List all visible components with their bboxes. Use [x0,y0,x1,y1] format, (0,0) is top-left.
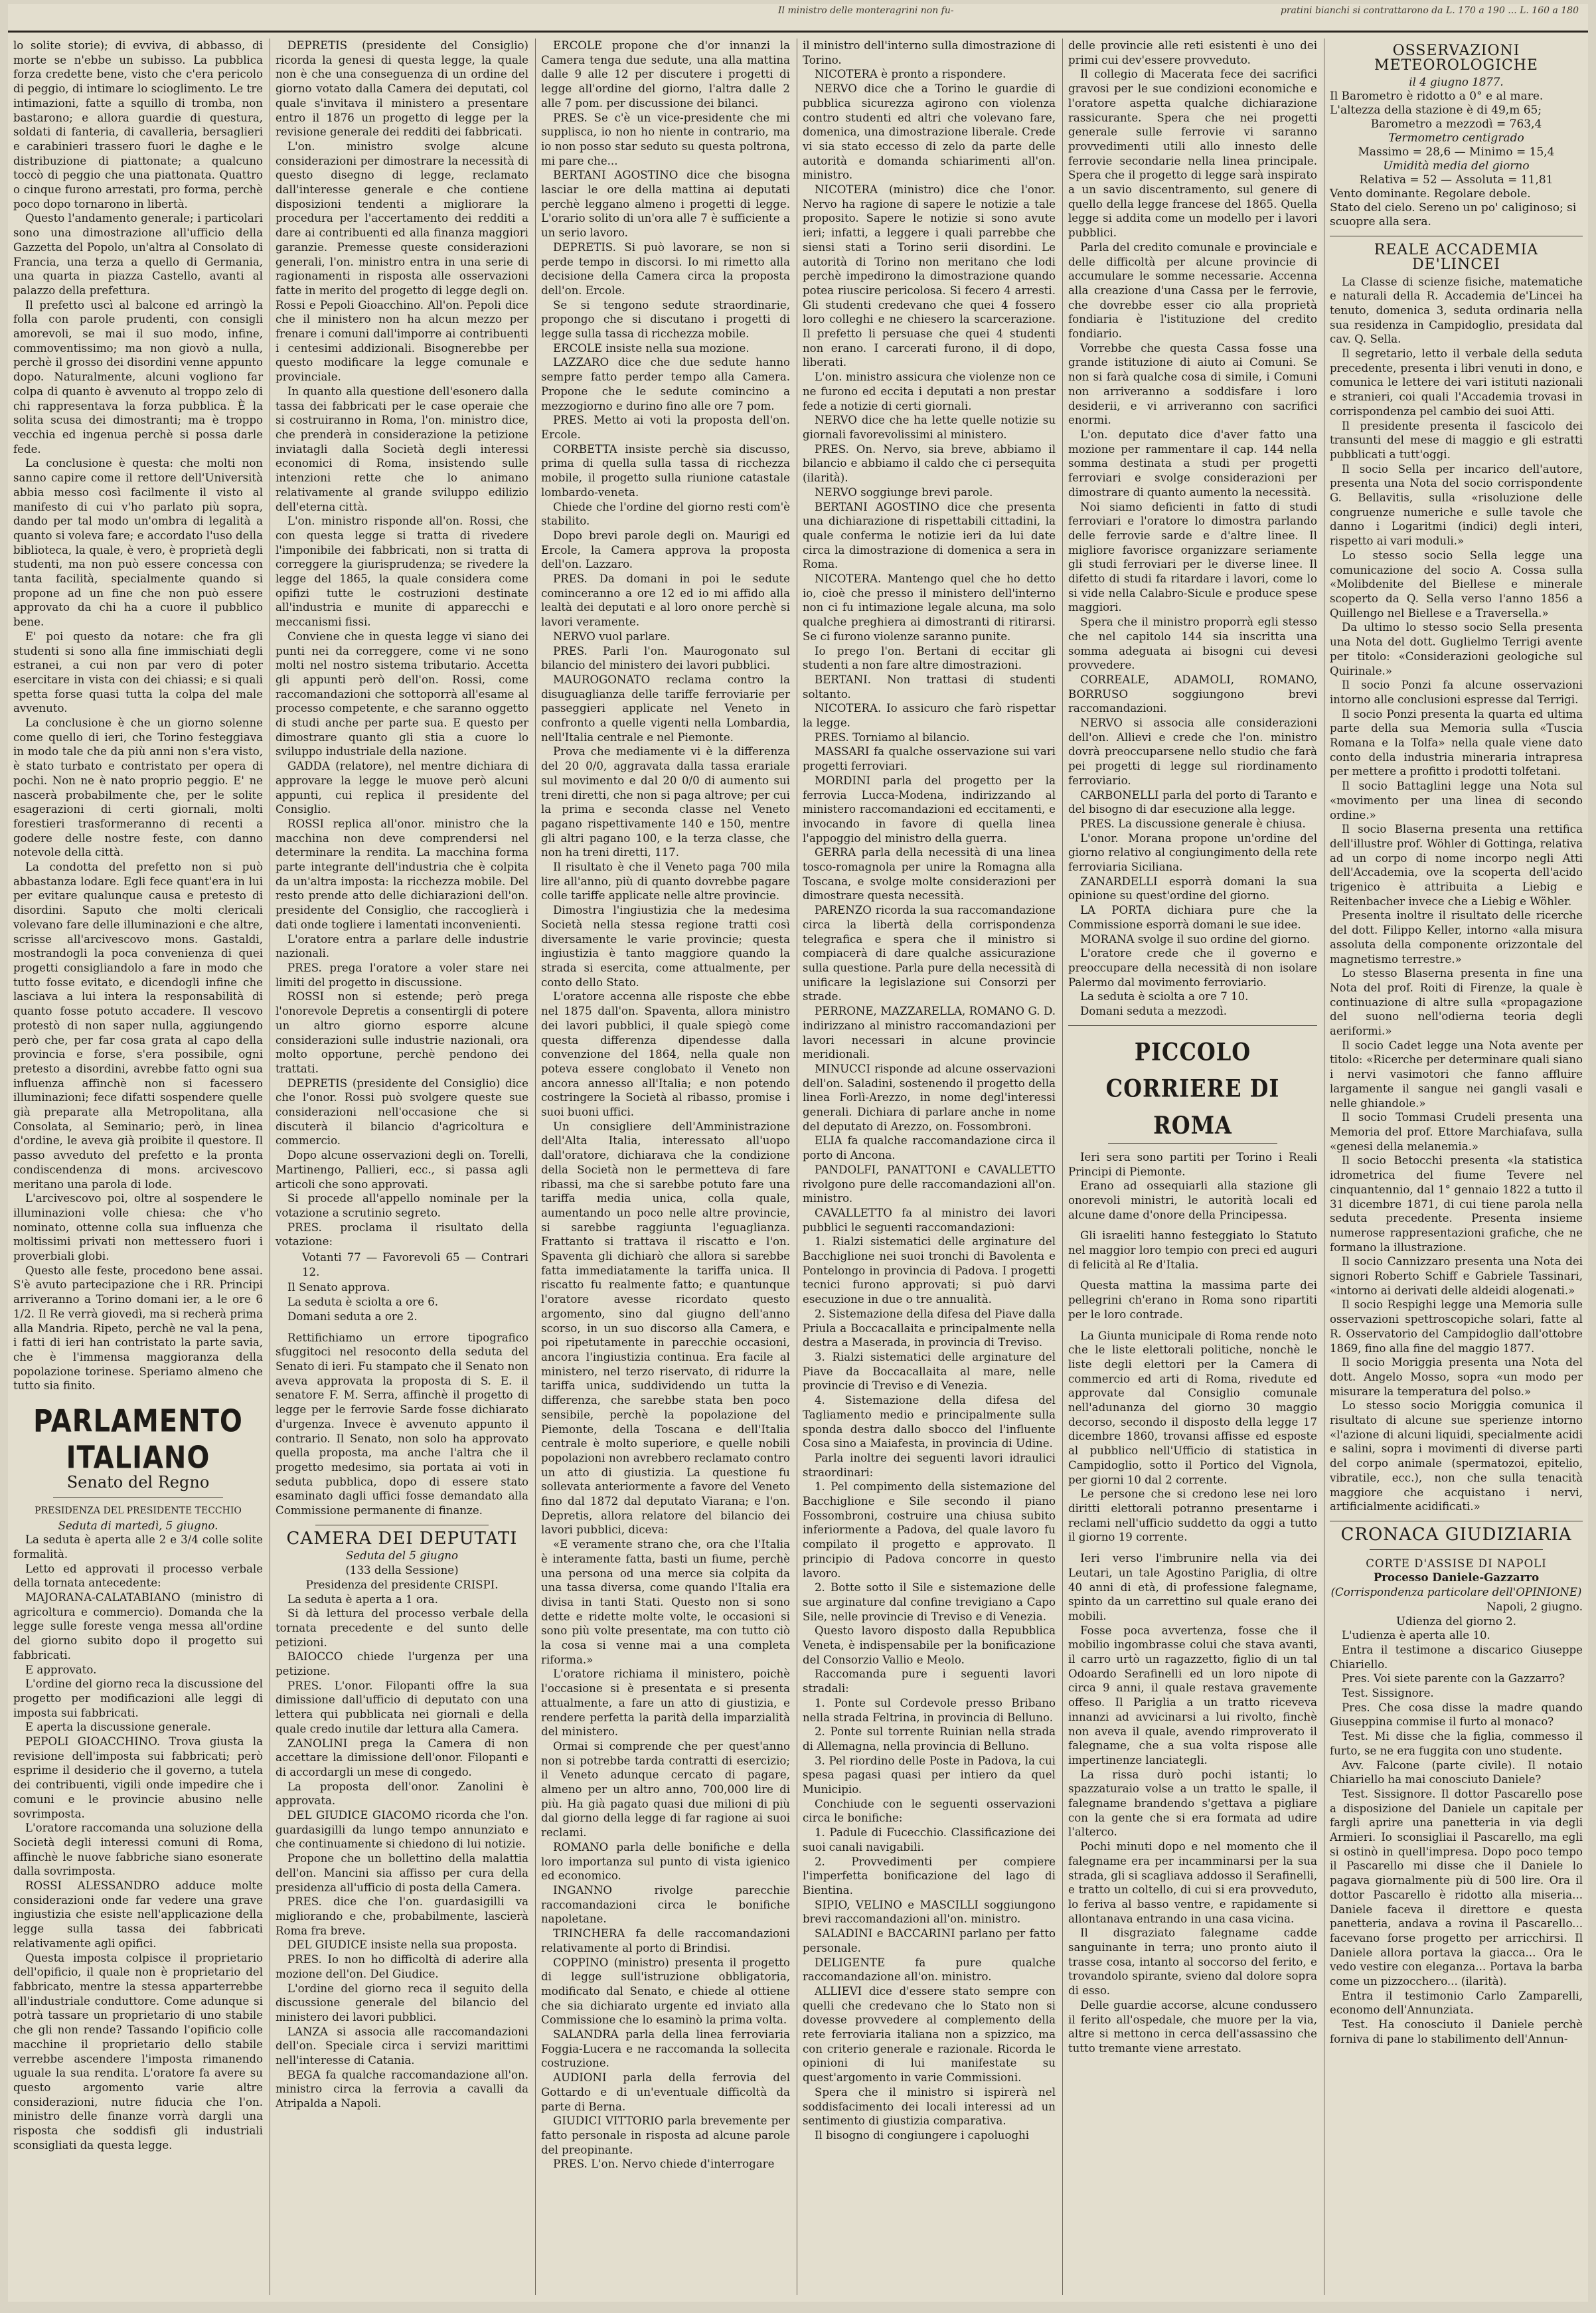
column-4 [797,39,1061,2295]
paragraph: Pochi minuti dopo e nel momento che il falegname era per incamminarsi per la sua strada, gli si scagliava addosso il Serafinelli, e tratto un coltello, di cui si era provveduto, lo feriva al basso ventre, e rapidamente si allontanava entrando in una casa vicina. [1068,1840,1317,1925]
paragraph: PRES. L'onor. Filopanti offre la sua dimissione dall'ufficio di deputato con una lettera qui pubblicata nei giornali e della quale credo inutile dar lettura alla Camera. [276,1679,528,1735]
paragraph: PANDOLFI, PANATTONI e CAVALLETTO rivolgono pure delle raccomandazioni all'on. ministro. [803,1163,1056,1205]
paragraph: PRES. Parli l'on. Maurogonato sul bilancio del ministero dei lavori pubblici. [541,644,790,672]
presidenza-line: PRESIDENZA DEL PRESIDENTE TECCHIO [35,1505,242,1516]
camera-presidency: Presidenza del presidente CRISPI. [305,1578,499,1591]
paragraph: La Classe di scienze fisiche, matematiche e naturali della R. Accademia de'Lincei ha tenuto, domenica 3, seduta ordinaria nella sua residenza in Campidoglio, presidata dal cav. Q. Sella. [1330,275,1583,346]
paragraph: Raccomanda pure i seguenti lavori stradali: [803,1668,1056,1695]
paragraph: Il socio Ponzi fa alcune osservazioni intorno alle conclusioni espresse dal Terrigi. [1330,679,1583,706]
paragraph: L'ordine del giorno reca il seguito della discussione generale del bilancio del ministero dei lavori pubblici. [276,1982,528,2023]
paragraph: Noi siamo deficienti in fatto di studi ferroviari e l'oratore lo dimostra parlando delle ferrovie sarde e d'altre linee. Il migliore favorisce organizzare seriamente gli studi ferroviari per le diverse linee. Il difetto di studi fa ritardare i lavori, come lo si vide nella Calabro-Sicule e produce spese maggiori. [1068,500,1317,614]
paragraph: PARENZO ricorda la sua raccomandazione circa la libertà della corrispondenza telegrafica e spera che il ministro si compiacerà di dare qualche assicurazione sulla questione. Parla pure della necessità di unificare la legislazione sui Consorzi per strade. [803,904,1056,1003]
paragraph: MASSARI fa qualche osservazione sui vari progetti ferroviari. [803,745,1056,773]
paragraph: ELIA fa qualche raccomandazione circa il porto di Ancona. [803,1134,1056,1162]
paragraph: Entra il testimone a discarico Giuseppe Chiariello. [1330,1643,1583,1671]
paragraph: Fosse poca avvertenza, fosse che il mobilio ingombrasse colui che stava avanti, il carro urtò un ragazzetto, figlio di un tal Odoardo Serafinelli ed un loro nipote di circa 9 anni, il quale restava gravemente offeso. Il Pariglia a un tratto riceveva innanzi ad avvicinarsi a lui rivolto, finchè non aveva il quale, avendo rimproverato il falegname, che a sua volta rispose alle impertinenze lanciategli. [1068,1624,1317,1766]
paragraph: Il prefetto uscì al balcone ed arringò la folla con parole prudenti, con consigli amorevoli, se mai il suo modo, infine, commoventissimo; ma non giovò a nulla, perchè il grosso dei disordini venne appunto dopo. Naturalmente, alcuni vogliono far colpa di quanto è avvenuto al troppo zelo di chi rappresentava la forza pubblica. È la solita scusa dei dimostranti; ma è troppo vecchia ed ingenua perchè si possa darle fede. [13,298,263,456]
paragraph: Questo lavoro disposto dalla Repubblica Veneta, è indispensabile per la bonificazione del Consorzio Vallio e Meolo. [803,1624,1056,1666]
paragraph: SIPIO, VELINO e MASCILLI soggiungono brevi raccomandazioni all'on. ministro. [803,1898,1056,1926]
paragraph: «E veramente strano che, ora che l'Italia è interamente fatta, basti un fiume, perchè una persona od una merce sia colpita da una tassa diversa, come quando l'Italia era divisa in tanti Stati. Questo non si sono dette e ridette molte volte, le occasioni si sono più volte presentate, ma con tutto ciò la cosa si venne mai a una completa riforma.» [541,1538,790,1666]
paragraph: Letto ed approvati il processo verbale della tornata antecedente: [13,1562,263,1590]
processo-title: Processo Daniele-Gazzarro [1373,1571,1540,1585]
paragraph: Lo stesso Blaserna presenta in fine una Nota del prof. Roiti di Firenze, la quale è continuazione di altre sulla «propagazione del suono nell'odierna teoria degli aeriformi.» [1330,967,1583,1038]
paragraph: Pres. Che cosa disse la madre quando Giuseppina commise il furto al monaco? [1330,1701,1583,1729]
paragraph: Il segretario, letto il verbale della seduta precedente, presenta i libri venuti in dono, e comunica le lettere dei vari istituti nazionali e stranieri, coi quali l'Accademia trovasi in corrispondenza pel cambio dei suoi Atti. [1330,347,1583,418]
paragraph: Ieri sera sono partiti per Torino i Reali Principi di Piemonte. [1068,1150,1317,1178]
paragraph: Pres. Voi siete parente con la Gazzarro? [1342,1672,1565,1685]
paragraph: Delle guardie accorse, alcune condussero il ferito all'ospedale, che muore per la via, altre si mettono in cerca dell'assassino che tutto tremante viene arrestato. [1068,1998,1317,2055]
paragraph: GIUDICI VITTORIO parla brevemente per fatto personale in risposta ad alcune parole del preopinante. [541,2114,790,2156]
paragraph: GADDA (relatore), nel mentre dichiara di approvare la legge le muove però alcuni appunti, cui replica il presidente del Consiglio. [276,760,528,816]
paragraph: ZANOLINI prega la Camera di non accettare la dimissione dell'onor. Filopanti e di accordargli un mese di congedo. [276,1737,528,1778]
paragraph: Lo stesso socio Moriggia comunica il risultato di alcune sue sperienze intorno «l'azione di alcuni liquidi, specialmente acidi e salini, sopra i movimenti di diverse parti del corpo animale (spermatozoi, epitelio, vibratile, ecc.), non che sulla tenacità maggiore che acquistano i nervi, artificialmente acidificati.» [1330,1399,1583,1513]
paragraph: PERRONE, MAZZARELLA, ROMANO G. D. indirizzano al ministro raccomandazioni per lavori necessari in alcune provincie meridionali. [803,1005,1056,1061]
paragraph: Lo stesso socio Sella legge una comunicazione del socio A. Cossa sulla «Molibdenite del Biellese e minerale scoperto da Q. Sella verso l'anno 1856 a Quillengo nel Biellese e a Traversella.» [1330,549,1583,620]
spacer [276,1324,528,1331]
paragraph: Parla del credito comunale e provinciale e delle difficoltà per alcune provincie di accumulare le somme necessarie. Accenna alla creazione d'una Cassa per le ferrovie, che dovrebbe esser cio alla proprietà fondiaria è l'istituzione del credito fondiario. [1068,240,1317,341]
paragraph: Ieri verso l'imbrunire nella via dei Leutari, un tale Agostino Pariglia, di oltre 40 anni di età, di professione falegname, spinto da un carrettino sul quale erano dei mobili. [1068,1552,1317,1622]
paragraph: 3. Pel riordino delle Poste in Padova, la cui spesa pagasi quasi per intiero da quel Municipio. [803,1754,1056,1796]
paragraph: Si procede all'appello nominale per la votazione a scrutinio segreto. [276,1192,528,1219]
paragraph: CORBETTA insiste perchè sia discusso, prima di quella sulla tassa di ricchezza mobile, il progetto sulla riunione catastale lombardo-veneta. [541,442,790,499]
paragraph: NERVO vuol parlare. [553,630,671,643]
paragraph: La conclusione è questa: che molti non sanno capire come il rettore dell'Università abbia messo così facilmente il visto al manifesto di cui v'ho parlato più sopra, dando per tal modo un'ombra di legalità a quanto si voleva fare; e accordato l'uso della biblioteca, la quale, è vero, è proprietà degli studenti, ma non può essere concessa con tanta facilità, specialmente quando si propone ad un fine che non può essere approvato da chi ha a cuore il pubblico bene. [13,457,263,629]
paragraph: Il socio Cadet legge una Nota avente per titolo: «Ricerche per determinare quali siano i nervi vasimotori che fanno affluire largamente il sangue nei gangli vasali e nelle ghiandole.» [1330,1039,1583,1110]
camera-session-number: (133 della Sessione) [345,1564,459,1577]
paragraph: Test. Sissignore. Il dottor Pascarello pose a disposizione del Daniele un capitale per fargli aprire una panetteria in via degli Armieri. Io sconsigliai il Pascarello, ma egli si ostinò in quell'impresa. Dopo poco tempo il Pascarello mi disse che il Daniele lo pagava giornalmente più di 500 lire. Ora il dottor Pascarello è ridotto alla miseria... Daniele faceva il direttore e questa panetteria, andava a rovina il Pascarello... facevano forse progetto per arricchirsi. Il Daniele allora portava la giacca... Ora le vedo vestire con eleganza... Portava la barba come un pizzocchero... (ilarità). [1330,1787,1583,1988]
paragraph: COPPINO (ministro) presenta il progetto di legge sull'istruzione obbligatoria, modificato dal Senato, e chiede al ottiene che sia dichiarato urgente ed inviato alla Commissione che lo esaminò la prima volta. [541,1956,790,2027]
meteo-line: L'altezza della stazione è di 49,m 65; [1330,104,1542,118]
paragraph: PRES. La discussione generale è chiusa. [1080,817,1306,830]
paragraph: Parla inoltre dei seguenti lavori idraulici straordinari: [803,1451,1056,1479]
paragraph: BERTANI AGOSTINO dice che bisogna lasciar le ore della mattina ai deputati perchè leggano almeno i progetti di legge. L'orario solito di un'ora alle 7 è sufficiente a un serio lavoro. [541,169,790,240]
running-head-right: pratini bianchi si contrattarono da L. 170 a 190 ... L. 160 a 180 [1280,5,1579,16]
paragraph: Conchiude con le seguenti osservazioni circa le bonifiche: [803,1797,1056,1825]
paragraph: PRES. Torniamo al bilancio. [815,730,970,744]
meteo-date: il 4 giugno 1877. [1409,76,1504,89]
paragraph: BERTANI AGOSTINO dice che presenta una dichiarazione di rispettabili cittadini, la quale conferma le notizie ieri da lui date circa la dimostrazione di domenica a sera in Roma. [803,500,1056,571]
assise-heading: CORTE D'ASSISE DI NAPOLI [1366,1557,1547,1570]
paragraph: Se si tengono sedute straordinarie, propongo che si discutano i progetti di legge sulla tassa di ricchezza mobile. [541,298,790,341]
correspondence-note: (Corrispondenza particolare dell'OPINIONE) [1330,1586,1582,1599]
column-2 [270,39,534,2295]
newspaper-page [8,4,1588,2302]
paragraph: NICOTERA è pronto a rispondere. [815,68,1006,81]
paragraph: La conclusione è che un giorno solenne come quello di ieri, che Torino festeggiava in modo tale che da più anni non s'era visto, è stato turbato e contristato per opera di pochi. Non ne è nato proprio peggio. E' ne nascerà probabilmente che, per le solite esagerazioni di certi giornali, molti forestieri trasformeranno di recenti a godere delle nostre feste, con danno notevole della città. [13,717,263,859]
meteo-block [1330,90,1583,229]
meteo-line: Stato del cielo. Sereno un po' caliginoso; si scuopre alla sera. [1330,201,1577,229]
meteo-line: Massimo = 28,6 — Minimo = 15,4 [1358,145,1555,159]
paragraph: Io prego l'on. Bertani di eccitar gli studenti a non fare altre dimostrazioni. [803,644,1056,672]
paragraph: In quanto alla questione dell'esonero dalla tassa dei fabbricati per le case operaie che si costruiranno in Roma, l'on. ministro dice, che prenderà in considerazione la petizione inviatagli dalla Società degli interessi economici di Roma, insistendo sulle intenzioni rette che lo animano relativamente al grande sviluppo edilizio dell'eterna città. [276,385,528,513]
paragraph: ERCOLE propone che d'or innanzi la Camera tenga due sedute, una alla mattina dalle 9 alle 12 per discutere i progetti di legge all'ordine del giorno, l'altra dalle 2 alle 7 pom. per discussione dei bilanci. [541,39,790,110]
paragraph: PRES. Io non ho difficoltà di aderire alla mozione dell'on. Del Giudice. [276,1953,528,1980]
column-5 [1062,39,1322,2295]
column-3 [535,39,795,2295]
parlamento-headline: PARLAMENTO ITALIANO [33,1404,243,1476]
paragraph: CARBONELLI parla del porto di Taranto e del bisogno di dar esecuzione alla legge. [1068,788,1317,816]
paragraph: 1. Padule di Fucecchio. Classificazione dei suoi canali navigabili. [803,1826,1056,1853]
paragraph: Questa imposta colpisce il proprietario dell'opificio, il quale non è proprietario del fabbricato, mentre la stessa apparterrebbe all'industriale conduttore. Come adunque si potrà tassare un proprietario di uno stabile che gli non rende? Tassando l'opificio colle macchine il proprietario dello stabile verrebbe ascendere l'imposta rimanendo uguale la sua rendita. L'oratore fa avere su questo argomento varie altre considerazioni, nutre fiducia che l'on. ministro delle finanze vorrà dargli una risposta che soddisfi gli industriali sconsigliati da questa legge. [13,1951,263,2152]
paragraph: GERRA parla della necessità di una linea tosco-romagnola per unire la Romagna alla Toscana, e svolge molte considerazioni per dimostrare questa necessità. [803,846,1056,902]
paragraph: Questa mattina la massima parte dei pellegrini ch'erano in Roma sono ripartiti per le loro contrade. [1068,1279,1317,1321]
paragraph: ROMANO parla delle bonifiche e della loro importanza sul punto di vista igienico ed economico. [541,1840,790,1883]
paragraph: Spera che il ministro si ispirerà nel soddisfacimento dei locali interessi ad un sentimento di giustizia comparativa. [803,2085,1056,2128]
paragraph: PRES. prega l'oratore a voler stare nei limiti del progetto in discussione. [276,962,528,989]
paragraph: Il socio Betocchi presenta «la statistica idrometrica del fiume Tevere nel cinquantennio, dal 1° gennaio 1822 a tutto il 31 dicembre 1871, di cui tiene parola nella seduta precedente. Presenta insieme numerose rappresentazioni grafiche, che ne formano la illustrazione. [1330,1154,1583,1254]
paragraph: Avv. Falcone (parte civile). Il notaio Chiariello ha mai conosciuto Daniele? [1330,1758,1583,1786]
divider [1068,1025,1317,1026]
paragraph: MINUCCI risponde ad alcune osservazioni dell'on. Saladini, sostenendo il progetto della linea Forlì-Arezzo, in nome degl'interessi generali. Dichiara di parlare anche in nome del deputato di Arezzo, on. Fossombroni. [803,1062,1056,1133]
paragraph: NERVO dice che a Torino le guardie di pubblica sicurezza agirono con violenza contro studenti ed altri che volevano fare, domenica, una dimostrazione liberale. Crede vi sia stato eccesso di zelo da parte delle autorità e domanda schiarimenti all'on. ministro. [803,82,1056,182]
vote-result: Votanti 77 — Favorevoli 65 — Contrari 12. [302,1251,528,1278]
paragraph: E approvato. [25,1663,97,1676]
column-6 [1324,39,1588,2295]
meteo-line: Barometro a mezzodì = 763,4 [1370,118,1542,131]
paragraph: Il Senato approva. [287,1281,390,1294]
paragraph: Il socio Ponzi presenta la quarta ed ultima parte della sua Memoria sulla «Tuscia Romana e la Tolfa» nella quale viene dato conto della industria mineraria intrapresa per mettere a profitto i prodotti tolfetani. [1330,707,1583,778]
paragraph: Vorrebbe che questa Cassa fosse una grande istituzione di aiuto ai Comuni. Se non si farà qualche cosa di simile, i Comuni non arriveranno a soddisfare i loro desiderii, e vi arriveranno con sacrifici enormi. [1068,341,1317,427]
paragraph: Il socio Blaserna presenta una rettifica dell'illustre prof. Wöhler di Gottinga, relativa ad un corpo di nome incorpo negli Atti dell'Accademia, ove la scoperta dell'acido trigenico è attribuita a Liebig e Reitenbacher invece che a Liebig e Wöhler. [1330,823,1583,908]
meteo-line: Relativa = 52 — Assoluta = 11,81 [1359,173,1554,187]
paragraph: ROSSI ALESSANDRO adduce molte considerazioni onde far vedere una grave ingiustizia che esiste nell'applicazione della legge sulla tassa dei fabbricati relativamente agli opifici. [13,1879,263,1950]
meteo-line: Il Barometro è ridotto a 0° e al mare. [1330,90,1544,104]
paragraph: 1. Pel compimento della sistemazione del Bacchiglione e Sile secondo il piano Fossombroni, costruire una chiusa subito inferiormente a Padova, del quale lavoro fu compilato il progetto e approvato. Il principio di Padova concorre in questo lavoro. [803,1480,1056,1580]
paragraph: NICOTERA (ministro) dice che l'onor. Nervo ha ragione di sapere le notizie a tale proposito. Sapere le notizie si sono avute ieri; infatti, a leggere i quali parrebbe che siensi stati a Torino serii disordini. Le autorità di Torino non meritano che lodi perchè impedirono la dimostrazione quando potea riuscire pericolosa. Si fecero 4 arresti. Gli studenti credevano che quei 4 fossero loro colleghi e ne chiesero la scarcerazione. Il prefetto li persuase che quei 4 studenti non erano. I carcerati furono, il di dopo, liberati. [803,183,1056,369]
paragraph: delle provincie alle reti esistenti è uno dei primi cui dev'essere provveduto. [1068,39,1317,66]
paragraph: 2. Provvedimenti per compiere l'imperfetta bonificazione del lago di Bientina. [803,1855,1056,1897]
paragraph: MAJORANA-CALATABIANO (ministro di agricoltura e commercio). Domanda che la legge sulle foreste venga messa all'ordine del giorno subito dopo il progetto sui fabbricati. [13,1591,263,1662]
paragraph: L'ordine del giorno reca la discussione del progetto per modificazioni alle leggi di imposta sui fabbricati. [13,1677,263,1719]
paragraph: 4. Sistemazione della difesa del Tagliamento medio e principalmente sulla sponda destra dallo sbocco del l'influente Cosa sino a Maiafesta, in provincia di Udine. [803,1394,1056,1450]
paragraph: ALLIEVI dice d'essere stato sempre con quelli che credevano che lo Stato non si dovesse provvedere al complemento della rete ferroviaria italiana non a spizzico, ma con criterio generale e razionale. Ricorda le opinioni di lui manifestate su quest'argomento in varie Commissioni. [803,1984,1056,2085]
paragraph: PRES. Da domani in poi le sedute cominceranno a ore 12 ed io mi affido alla lealtà dei deputati e al loro onore perchè si lavori veramente. [541,572,790,629]
paragraph: La rissa durò pochi istanti; lo spazzaturaio volse a un tratto le spalle, il falegname brandendo s'gettava a pigliare con la gente che si era formata ad udire l'alterco. [1068,1768,1317,1839]
paragraph: Il socio Battaglini legge una Nota sul «movimento per una linea di secondo ordine.» [1330,780,1583,821]
paragraph: Il bisogno di congiungere i capoluoghi [815,2128,1030,2142]
running-head [8,4,1588,19]
paragraph: Questo l'andamento generale; i particolari sono una dimostrazione all'ufficio della Gazzetta del Popolo, un'altra al Consolato di Francia, una terza a quello di Germania, una quarta in piazza Castello, avanti al palazzo della prefettura. [13,212,263,297]
running-head-middle: Il ministro delle monteragrini non fu- [778,5,954,16]
paragraph: Rettifichiamo un errore tipografico sfuggitoci nel resoconto della seduta del Senato di ieri. Fu stampato che il Senato non aveva approvata la proposta di S. E. il senatore F. M. Serra, affinchè il progetto di legge per le ferrovie Sarde fosse dichiarato d'urgenza. Invece è avvenuto appunto il contrario. Il Senato, non solo ha approvato quella proposta, ma anche l'altra che il progetto medesimo, sia portata ai voti in seduta pubblica, dopo di essere stato esaminato dagli uffici fosse demandato alla Commissione permanente di finanze. [276,1331,528,1517]
meteo-line: Termometro centigrado [1388,131,1524,145]
paragraph: Erano ad ossequiarli alla stazione gli onorevoli ministri, le autorità locali ed alcune dame d'onore della Principessa. [1068,1179,1317,1221]
paragraph: Domani seduta a mezzodì. [1080,1005,1228,1018]
paragraph: BERTANI. Non trattasi di studenti soltanto. [803,673,1056,701]
paragraph: DELIGENTE fa pure qualche raccomandazione all'on. ministro. [803,1956,1056,1984]
paragraph: L'oratore richiama il ministero, poichè l'occasione si è presentata e si presenta attualmente, a fare un atto di giustizia, e rendere perfetta la parità della imparzialità del ministero. [541,1668,790,1739]
paragraph: E aperta la discussione generale. [25,1721,211,1734]
column-1 [8,39,268,2295]
paragraph: Il socio Cannizzaro presenta una Nota dei signori Roberto Schiff e Gabriele Tassinari, «intorno ai derivati delle aldeidi alogenati.» [1330,1255,1583,1297]
paragraph: Gli israeliti hanno festeggiato lo Statuto nel maggior loro tempio con preci ed auguri di felicità al Re d'Italia. [1068,1229,1317,1271]
paragraph: La seduta è sciolta a ore 6. [287,1296,439,1309]
paragraph: L'oratore accenna alle risposte che ebbe nel 1875 dall'on. Spaventa, allora ministro dei lavori pubblici, il quale spiegò come questa differenza dipendesse dalla convenzione del 1864, nella quale non poteva essere conglobato il Veneto non ancora annesso all'Italia; e non potendo costringere la Società al ribasso, promise i suoi buoni uffici. [541,990,790,1119]
paragraph: PRES. proclama il risultato della votazione: [276,1221,528,1248]
paragraph: Il socio Sella per incarico dell'autore, presenta una Nota del socio corrispondente G. Bellavitis, sulla «risoluzione delle congruenze numeriche e sulle tavole che danno i Logaritmi (indici) degli interi, rispetto ai vari moduli.» [1330,462,1583,548]
paragraph: ROSSI replica all'onor. ministro che la macchina non deve comprendersi nel determinare la rendita. La macchina forma parte integrante dell'industria che è colpita da un'altra imposta: la ricchezza mobile. Del resto prende atto delle dichiarazioni dell'on. presidente del Consiglio, che raccoglierà i dati onde togliere i lamentati inconvenienti. [276,817,528,931]
paragraph: Il risultato è che il Veneto paga 700 mila lire all'anno, più di quanto dovrebbe pagare colle tariffe applicate nelle altre provincie. [541,861,790,902]
paragraph: PRES. dice che l'on. guardasigilli va migliorando e che, probabilmente, lascierà Roma fra breve. [276,1895,528,1937]
paragraph: ROSSI non si estende; però prega l'onorevole Depretis a consentirgli di potere un altro giorno esporre alcune considerazioni sulle industrie nazionali, ora molto opportune, perchè pendono dei trattati. [276,990,528,1075]
meteo-line: Vento dominante. Regolare debole. [1330,187,1531,201]
paragraph: 2. Ponte sul torrente Ruinian nella strada di Allemagna, nella provincia di Belluno. [803,1725,1056,1753]
paragraph: La condotta del prefetto non si può abbastanza lodare. Egli fece quant'era in lui per evitare qualunque causa e pretesto di disordini. Saputo che molti clericali volevano fare delle illuminazioni e che altre, scrisse all'arcivescovo mons. Gastaldi, mostrandogli la poca convenienza di quei progetti consigliandolo a fare in modo che tutto fosse evitato, e dicendogli infine che lasciava a lui intera la responsabilità di quanto fosse potuto accadere. Il vescovo protestò di non saper nulla, aggiungendo però che, per far cosa grata al capo della provincia e forse, s'era possibile, ogni pretesto a disordini, avrebbe fatto ogni sua influenza affinchè non si facessero illuminazioni; fece difatti sospendere quelle già preparate alla Metropolitana, alla Consolata, al Seminario; però, in linea d'ordine, le aveva già proibite il questore. Il passo avveduto del prefetto e la pronta condiscendenza di mons. arcivescovo meritano una parola di lode. [13,861,263,1191]
paragraph: Il presidente presenta il fascicolo dei transunti del mese di maggio e gli estratti pubblicati a tutt'oggi. [1330,419,1583,461]
paragraph: BEGA fa qualche raccomandazione all'on. ministro circa la ferrovia a cavalli da Atripalda a Napoli. [276,2068,528,2110]
spacer [1068,1272,1317,1278]
camera-heading: CAMERA DEI DEPUTATI [286,1528,518,1549]
paragraph: L'oratore entra a parlare delle industrie nazionali. [276,932,528,960]
paragraph: NICOTERA. Mantengo quel che ho detto io, cioè che presso il ministero dell'interno non ci fu intimazione legale alcuna, ma solo qualche preghiera ai dimostranti di ritirarsi. Se ci furono violenze saranno punite. [803,572,1056,643]
paragraph: La Giunta municipale di Roma rende noto che le liste elettorali politiche, nonchè le liste degli elettori per la Camera di commercio ed arti di Roma, rivedute ed approvate dal Consiglio comunale nell'adunanza del giorno 30 maggio decorso, secondo il disposto della legge 17 dicembre 1860, trovansi affisse ed esposte al pubblico nell'Ufficio di statistica in Campidoglio, sotto il Portico del Vignola, per giorni 10 dal 2 corrente. [1068,1329,1317,1486]
paragraph: ZANARDELLI esporrà domani la sua opinione su quest'ordine del giorno. [1068,875,1317,902]
paragraph: ERCOLE insiste nella sua mozione. [553,341,750,355]
paragraph: NERVO si associa alle considerazioni dell'on. Allievi e crede che l'on. ministro dovrà preoccuparsene nello studio che farà pei progetti di legge sul riordinamento ferroviario. [1068,717,1317,787]
paragraph: E' poi questo da notare: che fra gli studenti si sono alla fine immischiati degli estranei, a cui non par vero di poter esercitare in vista con dei chiassi; e si quali spetta forse quasi tutta la colpa del male avvenuto. [13,630,263,715]
paragraph: 2. Botte sotto il Sile e sistemazione delle sue arginature dal confine trevigiano a Capo Sile, nelle provincie di Treviso e di Venezia. [803,1581,1056,1623]
paragraph: TRINCHERA fa delle raccomandazioni relativamente al porto di Brindisi. [541,1927,790,1954]
paragraph: DEL GIUDICE GIACOMO ricorda che l'on. guardasigilli da lungo tempo annunziato e che continuamente si chiedono di lui notizie. [276,1809,528,1851]
paragraph: MORDINI parla del progetto per la ferrovia Lucca-Modena, indirizzando al ministero raccomandazioni ed eccitamenti, e invocando in favore di quella linea l'appoggio del ministro della guerra. [803,774,1056,845]
paragraph: La seduta è sciolta a ore 7 10. [1080,990,1249,1003]
spacer [1068,1545,1317,1551]
paragraph: MAUROGONATO reclama contro la disuguaglianza delle tariffe ferroviarie per passeggieri applicate nel Veneto in confronto a quelle vigenti nella Lombardia, nell'Italia centrale e nel Piemonte. [541,673,790,744]
cronaca-heading: CRONACA GIUDIZIARIA [1340,1524,1572,1545]
paragraph: La proposta dell'onor. Zanolini è approvata. [276,1780,528,1808]
paragraph: Test. Sissignore. [1342,1687,1434,1700]
paragraph: INGANNO rivolge parecchie raccomandazioni circa le bonifiche napoletane. [541,1884,790,1926]
divider [53,1497,223,1498]
udienza-line: Udienza del giorno 2. [1396,1614,1516,1628]
paragraph: Da ultimo lo stesso socio Sella presenta una Nota del dott. Guglielmo Terrigi avente per titolo: «Considerazioni geologiche sul Quirinale.» [1330,621,1583,677]
paragraph: CAVALLETTO fa al ministro dei lavori pubblici le seguenti raccomandazioni: [803,1206,1056,1234]
paragraph: L'onor. Morana propone un'ordine del giorno relativo al congiungimento della rete ferroviaria Siciliana. [1068,831,1317,874]
paragraph: Propone che un bollettino della malattia dell'on. Mancini sia affisso per cura della presidenza all'ufficio di posta della Camera. [276,1852,528,1894]
paragraph: Il socio Respighi legge una Memoria sulle osservazioni spettroscopiche solari, fatte al R. Osservatorio del Campidoglio dall'ottobre 1869, fino alla fine del maggio 1877. [1330,1298,1583,1355]
paragraph: La seduta è aperta alle 2 e 3/4 colle solite formalità. [13,1533,263,1561]
camera-seduta: Seduta del 5 giugno [345,1549,459,1563]
paragraph: PRES. Se c'è un vice-presidente che mi supplisca, io non ho niente in contrario, ma io non posso star seduto su questa poltrona, mi pare che... [541,111,790,167]
divider [1370,1549,1543,1550]
spacer [1068,1322,1317,1329]
paragraph: Si dà lettura del processo verbale della tornata precedente e del sunto delle petizioni. [276,1607,528,1649]
paragraph: La seduta è aperta a 1 ora. [287,1592,438,1606]
paragraph: Il disgraziato falegname cadde sanguinante in terra; uno pronto aiuto il trasse cosa, intanto al soccorso del ferito, e trovandolo spirante, svieno dal dolore sopra di esso. [1068,1927,1317,1998]
paragraph: MORANA svolge il suo ordine del giorno. [1080,932,1311,946]
paragraph: L'on. ministro assicura che violenze non ce ne furono ed eccita i deputati a non prestar fede a notizie di certi giornali. [803,371,1056,412]
paragraph: Domani seduta a ore 2. [287,1310,418,1323]
paragraph: LA PORTA dichiara pure che la Commissione esporrà domani le sue idee. [1068,904,1317,931]
paragraph: DEPRETIS. Si può lavorare, se non si perde tempo in discorsi. Io mi rimetto alla decisione della Camera circa la proposta dell'on. Ercole. [541,240,790,297]
paragraph: il ministro dell'interno sulla dimostrazione di Torino. [803,39,1056,66]
paragraph: Dopo alcune osservazioni degli on. Torelli, Martinengo, Pallieri, ecc., si passa agli articoli che sono approvati. [276,1149,528,1191]
paragraph: AUDIONI parla della ferrovia del Gottardo e di un'eventuale difficoltà da parte di Berna. [541,2071,790,2113]
paragraph: PRES. L'on. Nervo chiede d'interrogare [553,2158,775,2171]
paragraph: L'udienza è aperta alle 10. [1342,1629,1490,1642]
paragraph: L'oratore raccomanda una soluzione della Società degli interessi comuni di Roma, affinchè le nuove fabbriche siano esonerate dalla sovrimposta. [13,1822,263,1878]
paragraph: Il socio Tommasi Crudeli presenta una Memoria del prof. Ettore Marchiafava, sulla «genesi della melanemia.» [1330,1111,1583,1153]
meteo-heading: OSSERVAZIONI METEOROLOGICHE [1374,43,1538,74]
paragraph: NERVO soggiunge brevi parole. [815,485,993,499]
paragraph: BAIOCCO chiede l'urgenza per una petizione. [276,1650,528,1678]
paragraph: 2. Sistemazione della difesa del Piave dalla Priula a Boccacallaita e principalmente nella destra a Maserada, in provincia di Treviso. [803,1307,1056,1349]
paragraph: DEPRETIS (presidente del Consiglio) dice che l'onor. Rossi può svolgere queste sue considerazioni nell'occasione che si discuterà il bilancio d'agricoltura e commercio. [276,1076,528,1148]
paragraph: Spera che il ministro proporrà egli stesso che nel capitolo 144 sia inscritta una somma adeguata ai bisogni cui devesi provvedere. [1068,616,1317,672]
top-rule [8,31,1588,33]
paragraph: SALADINI e BACCARINI parlano per fatto personale. [803,1927,1056,1954]
dateline: Napoli, 2 giugno. [1486,1600,1583,1613]
paragraph: 1. Ponte sul Cordevole presso Bribano nella strada Feltrina, in provincia di Belluno. [803,1696,1056,1724]
paragraph: Un consigliere dell'Amministrazione dell'Alta Italia, interessato all'uopo dall'oratore, dichiarava che la condizione della Società non le permetteva di fare ribassi, ma che si sarebbe potuto fare una tariffa media unica, colla quale, aumentando un poco nelle altre provincie, si sarebbe raggiunta l'eguaglianza. Frattanto si trattava il riscatto e l'on. Spaventa gli dichiarò che allora si sarebbe fatta immediatamente la tariffa unica. Il riscatto fu realmente fatto; e quantunque l'oratore avesse ricordato questo argomento, sino dal giugno dell'anno scorso, in un suo discorso alla Camera, e poi ripetutamente in parecchie occasioni, ancora l'ingiustizia continua. Era facile al ministero, nel terzo riservato, di ridurre la tariffa unica, suddividendo un tutta la differenza, che sarebbe stata ben poco sensibile, perchè la popolazione del Piemonte, della Toscana e dell'Italia centrale è molto superiore, e quelle nobili popolazioni non avrebbero reclamato contro un atto di giustizia. La questione fu sollevata anteriormente a favore del Veneto fino dal 1872 dal deputato Viarana; e l'on. Depretis, allora relatore del bilancio dei lavori pubblici, diceva: [541,1120,790,1537]
meteo-line: Umidità media del giorno [1383,159,1530,173]
paragraph: Le persone che si credono lese nei loro diritti elettorali potranno presentarne i reclami nell'ufficio suddetto da oggi a tutto il giorno 19 corrente. [1068,1488,1317,1544]
paragraph: PEPOLI GIOACCHINO. Trova giusta la revisione dell'imposta sui fabbricati; però esprime il desiderio che il governo, a tutela dei contribuenti, vigili onde impedire che i comuni e le provincie abusino nelle sovrimposta. [13,1735,263,1820]
paragraph: L'on. ministro risponde all'on. Rossi, che con questa legge si tratta di rivedere l'imponibile dei fabbricati, non si tratta di correggere la giurisprudenza; se rivedere la legge del 1865, la quale considera come opifizi tutte le costruzioni destinate all'industria e munite di apparecchi e meccanismi fissi. [276,515,528,629]
paragraph: DEPRETIS (presidente del Consiglio) ricorda la genesi di questa legge, la quale non è che una conseguenza di un ordine del giorno votato dalla Camera dei deputati, col quale s'invitava il ministero a presentare entro il 1876 un progetto di legge per la revisione generale dei redditi dei fabbricati. [276,39,528,139]
paragraph: PRES. Metto ai voti la proposta dell'on. Ercole. [541,414,790,441]
paragraph: SALANDRA parla della linea ferroviaria Foggia-Lucera e ne raccomanda la sollecita costruzione. [541,2028,790,2070]
paragraph: Test. Ha conosciuto il Daniele perchè forniva di pane lo stabilimento dell'Annun- [1330,2018,1583,2045]
paragraph: Conviene che in questa legge vi siano dei punti nei da correggere, come vi ne sono molti nel nostro sistema tributario. Accetta gli appunti però dell'on. Rossi, come raccomandazioni che sottoporrà all'esame al processo competente, e che saranno oggetto di studi anche per parte sua. E questo per dimostrare quanto gli stia a cuore lo sviluppo industriale della nazione. [276,630,528,758]
paragraph: Dimostra l'ingiustizia che la medesima Società nella stessa regione tratti così diversamente le varie provincie; questa ingiustizia è tanto maggiore quando la strada si esercita, come attualmente, per conto dello Stato. [541,904,790,989]
paragraph: CORREALE, ADAMOLI, ROMANO, BORRUSO soggiungono brevi raccomandazioni. [1068,673,1317,715]
paragraph: DEL GIUDICE insiste nella sua proposta. [287,1938,517,1952]
lincei-heading: REALE ACCADEMIA DE'LINCEI [1374,242,1539,273]
paragraph: lo solite storie); di evviva, di abbasso, di morte se n'ebbe un subisso. La pubblica forza credette bene, visto che c'era pericolo di peggio, di intimare lo scioglimento. Le tre intimazioni, fatte a squillo di tromba, non bastarono; e allora guardie di questura, soldati di fanteria, di cavalleria, bersaglieri e carabinieri trassero fuori le daghe e le distribuzione di piattonate; a qualcuno toccò di peggio che una piattonata. Quattro o cinque furono arrestati, pro forma, perchè poco dopo tornarono in libertà. [13,39,263,211]
paragraph: Prova che mediamente vi è la differenza del 20 0/0, aggravata dalla tassa erariale sul movimento e dal 20 0/0 di aumento sui treni diretti, che non si paga altrove; per cui la prima e seconda classe nel Veneto pagano rispettivamente 140 e 150, mentre gli altri pagano 100, e la terza classe, che non ha treni diretti, 117. [541,745,790,859]
seduta-date: Seduta di martedì, 5 giugno. [58,1519,218,1532]
paragraph: Entra il testimonio Carlo Zamparelli, economo dell'Annunziata. [1330,1989,1583,2017]
paragraph: 1. Rialzi sistematici delle arginature del Bacchiglione nei suoi tronchi di Bavolenta e Pontelongo in provincia di Padova. I progetti tecnici furono approvati; si può darvi esecuzione in due o tre annualità. [803,1235,1056,1306]
paragraph: Test. Mi disse che la figlia, commesso il furto, se ne era fuggita con uno studente. [1330,1730,1583,1757]
spacer [1068,1222,1317,1229]
paragraph: Questo alle feste, procedono bene assai. S'è avuto partecipazione che i RR. Principi arriveranno a Torino domani ier, a le ore 6 1/2. Il Re verrà giovedì, ma si recherà prima alla Mandria. Ripeto, perchè ne val la pena, i fatti di ieri han contristato la parte savia, che è l'immensa maggioranza della popolazione torinese. Speriamo almeno che tutto sia finito. [13,1264,263,1393]
paragraph: Chiede che l'ordine del giorno resti com'è stabilito. [541,500,790,528]
paragraph: LANZA si associa alle raccomandazioni dell'on. Speciale circa i servizi marittimi nell'interesse di Catania. [276,2025,528,2067]
paragraph: NICOTERA. Io assicuro che farò rispettar la legge. [803,702,1056,730]
paragraph: NERVO dice che ha lette quelle notizie su giornali favorevolissimi al ministero. [803,414,1056,441]
paragraph: PRES. On. Nervo, sia breve, abbiamo il bilancio e abbiamo il caldo che ci persequita (ilarità). [803,442,1056,485]
paragraph: L'arcivescovo poi, oltre al sospendere le illuminazioni volle chiesa: che v'ho nominato, ottenne colla sua influenza che moltissimi privati non mettessero fuori i proverbiali globi. [13,1192,263,1263]
paragraph: 3. Rialzi sistematici delle arginature del Piave da Boccacallaita al mare, nelle provincie di Treviso e di Venezia. [803,1350,1056,1393]
paragraph: Ormai si comprende che per quest'anno non si potrebbe tarda contratti di esercizio; il Veneto adunque cercato di pagare, almeno per un altro anno, 700,000 lire di più. Ha già pagato quasi due milioni di più dal giorno della legge di far ragione ai suoi reclami. [541,1739,790,1840]
paragraph: Dopo brevi parole degli on. Maurigi ed Ercole, la Camera approva la proposta dell'on. Lazzaro. [541,529,790,571]
paragraph: LAZZARO dice che due sedute hanno sempre fatto perder tempo alla Camera. Propone che le sedute comincino a mezzogiorno e durino fino alle ore 7 pom. [541,356,790,412]
paragraph: L'oratore crede che il governo e preoccupare della necessità di non isolare Palermo dal movimento ferroviario. [1068,947,1317,989]
paragraph: L'on. ministro svolge alcune considerazioni per dimostrare la necessità di questo disegno di legge, reclamato dall'interesse generale e che contiene disposizioni tendenti a migliorare la procedura per l'accertamento dei redditi a dare ai contribuenti ed alla finanza maggiori garanzie. Premesse queste considerazioni generali, l'on. ministro entra in una serie di ragionamenti in risposta alle osservazioni fatte in merito del progetto di legge degli on. Rossi e Pepoli Gioacchino. All'on. Pepoli dice che il ministero non ha alcun mezzo per frenare i comuni dall'imporre ai contribuenti i centesimi addizionali. Bisognerebbe per questo modificare la legge comunale e provinciale. [276,139,528,384]
paragraph: L'on. deputato dice d'aver fatto una mozione per rammentare il cap. 144 nella somma destinata a studi per progetti ferroviari e svolge considerazioni per dimostrare di quanto aumento la necessità. [1068,428,1317,499]
paragraph: Il socio Moriggia presenta una Nota del dott. Angelo Mosso, sopra «un modo per misurare la temperatura del polso.» [1330,1356,1583,1398]
corriere-headline: PICCOLO CORRIERE DI ROMA [1105,1037,1280,1140]
paragraph: Presenta inoltre il risultato delle ricerche del dott. Filippo Keller, intorno «alla misura assoluta della componente orizzontale del magnetismo terrestre.» [1330,909,1583,966]
senato-subheading: Senato del Regno [66,1473,210,1492]
paragraph: Il collegio di Macerata fece dei sacrifici gravosi per le sue condizioni economiche e l'oratore aspetta qualche dichiarazione rassicurante. Spera che nei progetti generale sulle ferrovie vi saranno provvedimenti utili allo innesto delle ferrovie secondarie nella linea principale. Spera che il progetto di legge sarà inspirato a un savio discentramento, sul genere di quello della legge francese del 1865. Quella legge si addita come un modello per i lavori pubblici. [1068,68,1317,240]
